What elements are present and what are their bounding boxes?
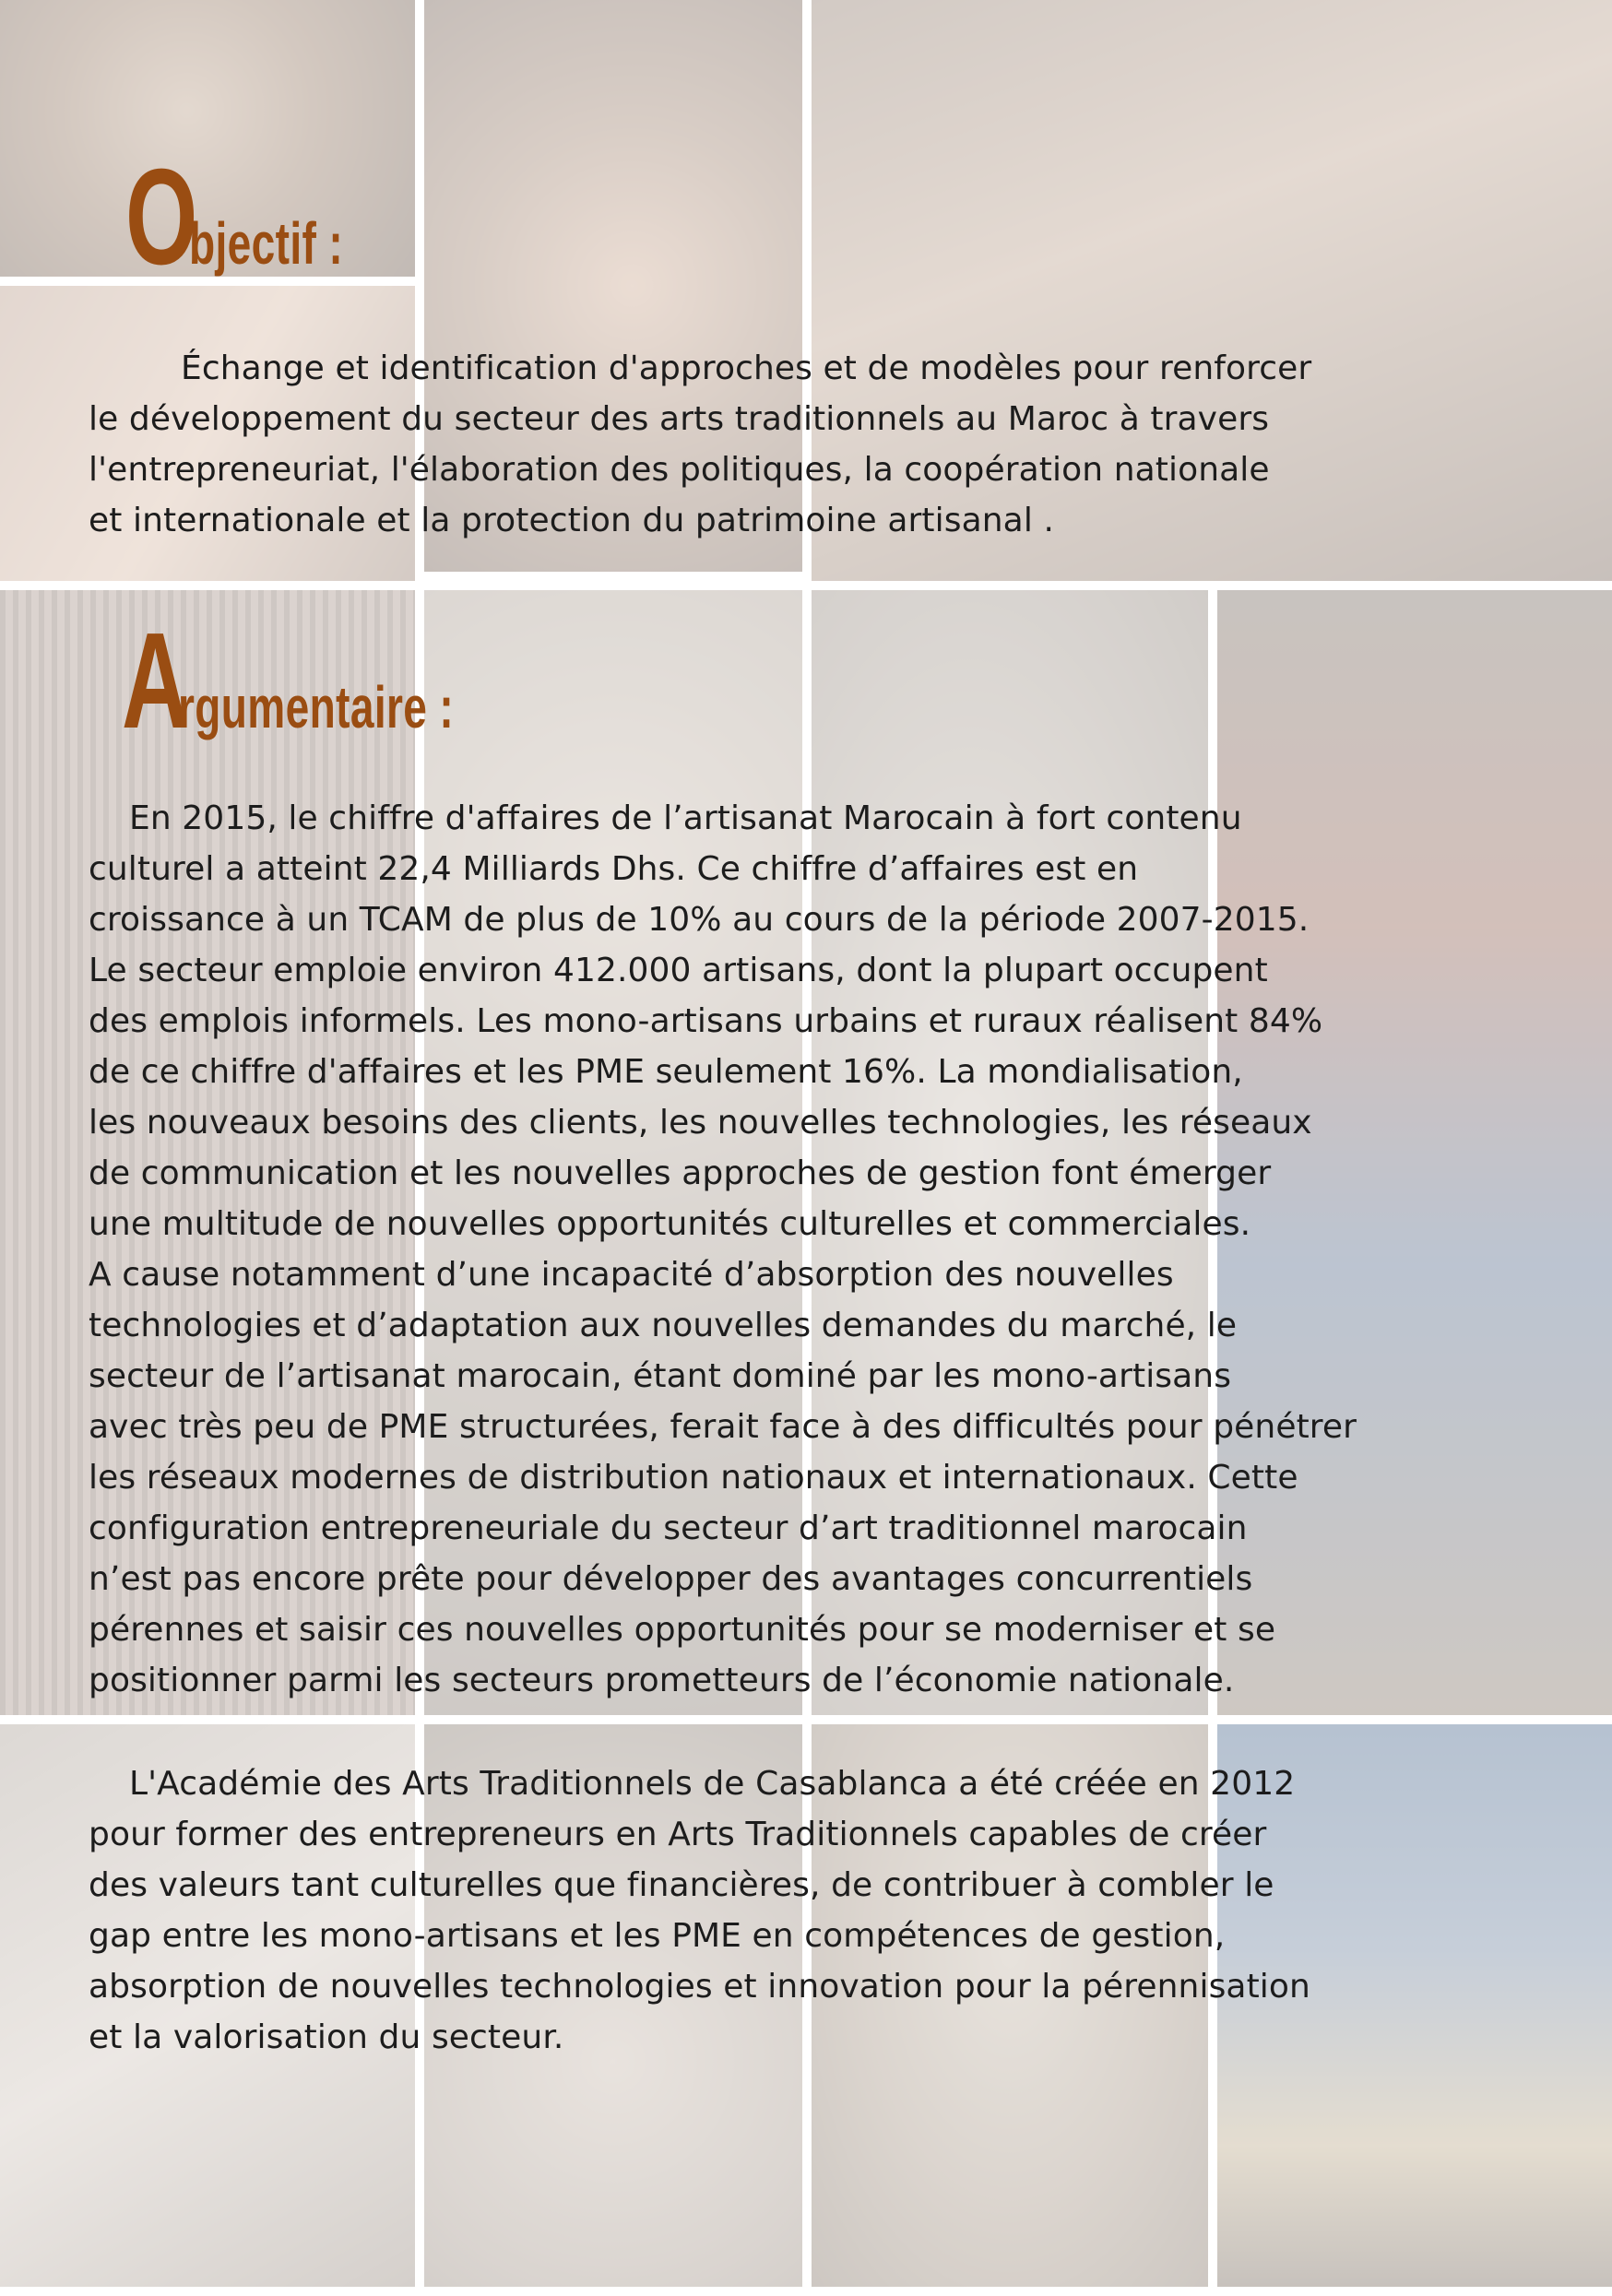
argumentaire-heading-initial: A: [122, 605, 189, 757]
argumentaire-line: croissance à un TCAM de plus de 10% au cours de la période 2007-2015.: [89, 901, 1310, 939]
argumentaire-line: positionner parmi les secteurs prometteurs de l’économie nationale.: [89, 1662, 1235, 1699]
argumentaire-line: une multitude de nouvelles opportunités culturelles et commerciales.: [89, 1205, 1251, 1243]
argumentaire-line: gap entre les mono-artisans et les PME en compétences de gestion,: [89, 1917, 1226, 1955]
argumentaire-line: technologies et d’adaptation aux nouvelles demandes du marché, le: [89, 1307, 1238, 1344]
argumentaire-line: de ce chiffre d'affaires et les PME seulement 16%. La mondialisation,: [89, 1053, 1243, 1091]
objectif-line: Échange et identification d'approches et de modèles pour renforcer: [181, 349, 1312, 387]
argumentaire-heading: [122, 605, 561, 757]
argumentaire-line: avec très peu de PME structurées, ferait face à des difficultés pour pénétrer: [89, 1408, 1357, 1446]
argumentaire-line: A cause notamment d’une incapacité d’absorption des nouvelles: [89, 1256, 1174, 1294]
objectif-heading-initial: O: [125, 141, 198, 293]
objectif-line: le développement du secteur des arts traditionnels au Maroc à travers: [89, 400, 1270, 438]
argumentaire-line: de communication et les nouvelles approches de gestion font émerger: [89, 1154, 1272, 1192]
argumentaire-heading-rest: rgumentaire :: [177, 674, 455, 740]
argumentaire-paragraph-2: [89, 1758, 1527, 2063]
objectif-heading: [125, 141, 403, 293]
argumentaire-line: les réseaux modernes de distribution nationaux et internationaux. Cette: [89, 1459, 1298, 1497]
argumentaire-paragraph-1: [89, 793, 1527, 1706]
argumentaire-line: les nouveaux besoins des clients, les nouvelles technologies, les réseaux: [89, 1104, 1312, 1142]
objectif-heading-rest: bjectif :: [189, 210, 344, 277]
argumentaire-line: pour former des entrepreneurs en Arts Traditionnels capables de créer: [89, 1816, 1267, 1853]
argumentaire-line: n’est pas encore prête pour développer des avantages concurrentiels: [89, 1560, 1253, 1598]
argumentaire-line: pérennes et saisir ces nouvelles opportunités pour se moderniser et se: [89, 1611, 1276, 1649]
objectif-line: l'entrepreneuriat, l'élaboration des politiques, la coopération nationale: [89, 451, 1270, 489]
argumentaire-line: En 2015, le chiffre d'affaires de l’artisanat Marocain à fort contenu: [129, 799, 1242, 837]
argumentaire-line: absorption de nouvelles technologies et innovation pour la pérennisation: [89, 1968, 1310, 2006]
argumentaire-line: L'Académie des Arts Traditionnels de Casablanca a été créée en 2012: [129, 1765, 1296, 1803]
argumentaire-line: des valeurs tant culturelles que financières, de contribuer à combler le: [89, 1866, 1274, 1904]
argumentaire-line: secteur de l’artisanat marocain, étant dominé par les mono-artisans: [89, 1357, 1232, 1395]
objectif-line: et internationale et la protection du patrimoine artisanal .: [89, 502, 1055, 539]
argumentaire-line: et la valorisation du secteur.: [89, 2018, 564, 2056]
objectif-paragraph: [89, 343, 1527, 546]
argumentaire-line: configuration entrepreneuriale du secteur d’art traditionnel marocain: [89, 1509, 1248, 1547]
argumentaire-line: culturel a atteint 22,4 Milliards Dhs. Ce chiffre d’affaires est en: [89, 850, 1139, 888]
argumentaire-line: Le secteur emploie environ 412.000 artisans, dont la plupart occupent: [89, 952, 1268, 989]
argumentaire-line: des emplois informels. Les mono-artisans urbains et ruraux réalisent 84%: [89, 1002, 1323, 1040]
